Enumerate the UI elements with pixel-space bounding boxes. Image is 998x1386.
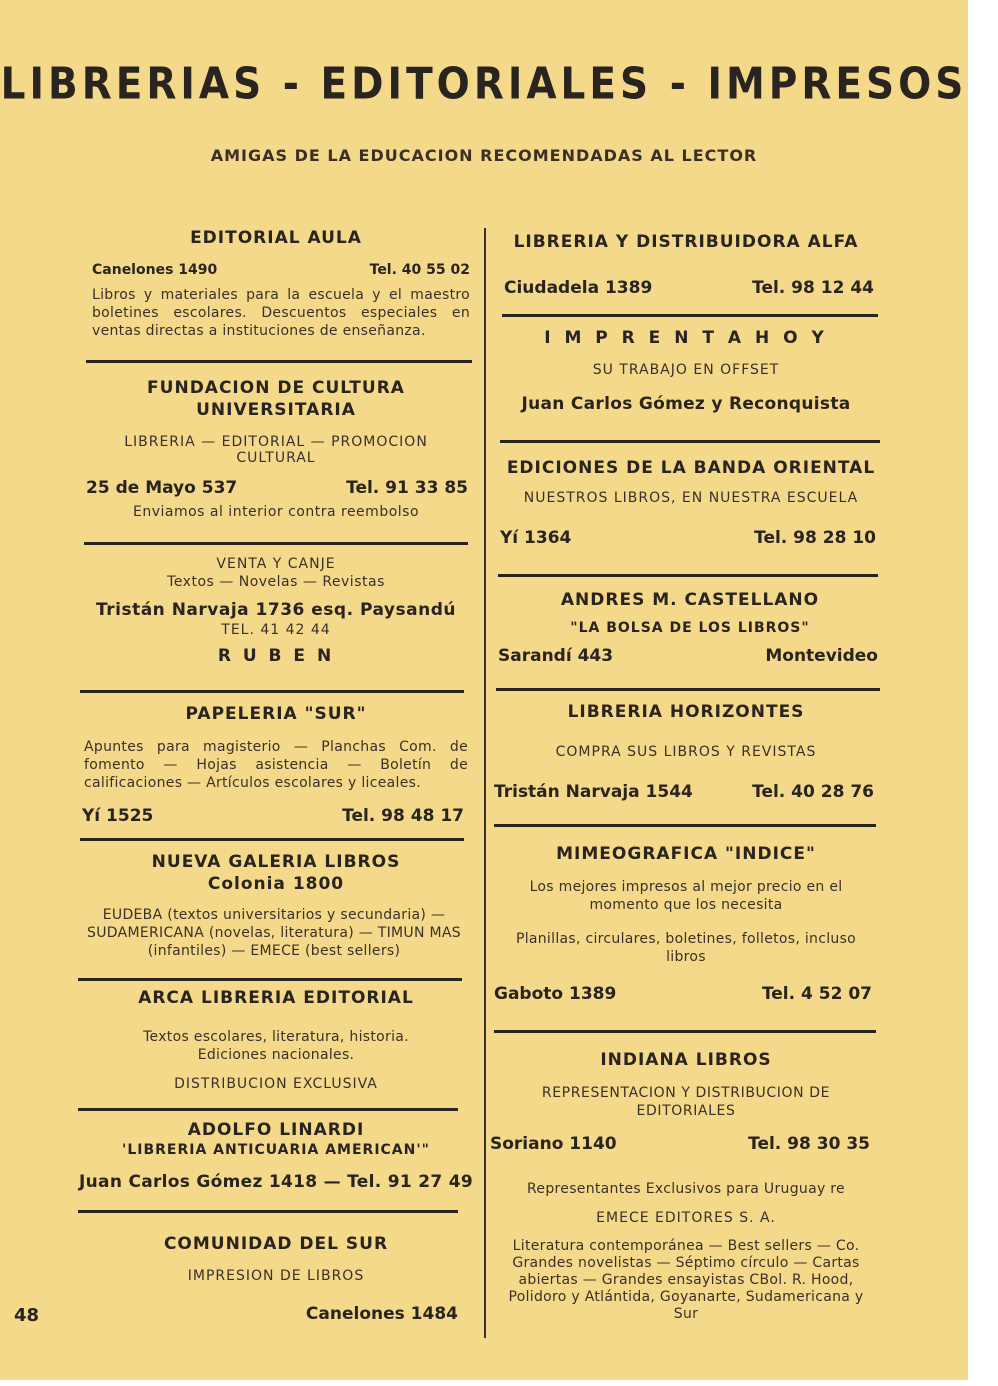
listing-subtitle: NUESTROS LIBROS, EN NUESTRA ESCUELA bbox=[523, 490, 859, 506]
listing-subtitle: LIBRERIA — EDITORIAL — PROMOCION bbox=[124, 434, 428, 450]
listing-name: LIBRERIA Y DISTRIBUIDORA ALFA bbox=[513, 232, 859, 252]
listing-address: Ciudadela 1389 bbox=[504, 278, 653, 298]
listing-comunidad-del-sur bbox=[78, 1234, 474, 1324]
listing-editorial-aula bbox=[78, 228, 474, 340]
listing-subtitle: VENTA Y CANJE bbox=[216, 556, 336, 572]
listing-description: Los mejores impresos al mejor precio en el momento que los necesita bbox=[529, 879, 843, 913]
separator bbox=[494, 824, 876, 827]
listing-subtitle: COMPRA SUS LIBROS Y REVISTAS bbox=[555, 744, 817, 760]
separator bbox=[80, 838, 464, 841]
separator bbox=[78, 978, 462, 981]
listing-address: Gaboto 1389 bbox=[494, 984, 617, 1004]
listing-description: EUDEBA (textos universitarios y secundaria) — SUDAMERICANA (novelas, literatura) — TIMUN MAS (infantiles) — EMECE (best sellers) bbox=[87, 907, 461, 959]
listing-name: ARCA LIBRERIA EDITORIAL bbox=[138, 988, 414, 1008]
listing-address: Juan Carlos Gómez 1418 — Tel. 91 27 49 bbox=[79, 1172, 473, 1192]
separator bbox=[496, 688, 880, 691]
listing-description: Libros y materiales para la escuela y el maestro boletines escolares. Descuentos especiales en ventas directas a instituciones de enseñanza. bbox=[92, 287, 470, 339]
listing-banda-oriental bbox=[490, 458, 882, 548]
column-divider bbox=[484, 228, 486, 1338]
listing-indiana bbox=[490, 1050, 882, 1323]
listing-subtitle: SU TRABAJO EN OFFSET bbox=[592, 362, 780, 378]
listing-description: Apuntes para magisterio — Planchas Com. de fomento — Hojas asistencia — Boletín de calificaciones — Artículos escolares y liceales. bbox=[84, 739, 468, 791]
listing-address: Colonia 1800 bbox=[207, 874, 345, 894]
listing-arca bbox=[78, 988, 474, 1092]
separator bbox=[78, 1108, 458, 1111]
page-number: 48 bbox=[14, 1305, 40, 1326]
listing-imprenta-hoy bbox=[490, 328, 882, 414]
listing-line: Textos escolares, literatura, historia. bbox=[143, 1029, 409, 1045]
listing-note: DISTRIBUCION EXCLUSIVA bbox=[174, 1076, 378, 1092]
listing-address: Soriano 1140 bbox=[490, 1134, 617, 1154]
listing-phone: Tel. 98 30 35 bbox=[748, 1134, 870, 1154]
page-subtitle: AMIGAS DE LA EDUCACION RECOMENDADAS AL LECTOR bbox=[210, 146, 758, 165]
listing-address: Juan Carlos Gómez y Reconquista bbox=[521, 394, 851, 414]
listing-note: Representantes Exclusivos para Uruguay re bbox=[527, 1181, 845, 1197]
listing-collections: Literatura contemporánea — Best sellers — Co. Grandes novelistas — Séptimo círculo — Cartas abiertas — Grandes ensayistas CBol. R. Hood, Polidoro y Atlántida, Goyanarte, Sudamericana y Sur bbox=[508, 1238, 864, 1322]
listing-linardi bbox=[78, 1120, 474, 1192]
listing-ruben bbox=[78, 556, 474, 666]
listing-name: R U B E N bbox=[217, 646, 335, 666]
listing-address: Sarandí 443 bbox=[498, 646, 614, 666]
listing-name: EDICIONES DE LA BANDA ORIENTAL bbox=[506, 458, 876, 478]
listing-name: PAPELERIA "SUR" bbox=[185, 704, 367, 724]
listing-city: Montevideo bbox=[765, 646, 878, 666]
listing-name: MIMEOGRAFICA "INDICE" bbox=[556, 844, 816, 864]
listing-address: Tristán Narvaja 1544 bbox=[494, 782, 693, 802]
listing-nueva-galeria bbox=[78, 852, 474, 960]
separator bbox=[80, 690, 464, 693]
listing-phone: Tel. 98 12 44 bbox=[752, 278, 874, 298]
listing-horizontes bbox=[490, 702, 882, 802]
listing-name-cont: UNIVERSITARIA bbox=[196, 400, 356, 420]
listing-fundacion bbox=[78, 378, 474, 520]
listing-name: LIBRERIA HORIZONTES bbox=[567, 702, 805, 722]
listing-note: Enviamos al interior contra reembolso bbox=[132, 504, 420, 520]
listing-name: I M P R E N T A H O Y bbox=[544, 328, 828, 348]
listing-address: Yí 1525 bbox=[82, 806, 154, 826]
listing-subtitle-cont: Textos — Novelas — Revistas bbox=[167, 574, 385, 590]
separator bbox=[86, 360, 472, 363]
listing-address: Canelones 1490 bbox=[92, 262, 218, 278]
listing-name: ANDRES M. CASTELLANO bbox=[560, 590, 820, 610]
listing-address: Canelones 1484 bbox=[305, 1304, 458, 1324]
listing-name: FUNDACION DE CULTURA bbox=[147, 378, 405, 398]
listing-address: 25 de Mayo 537 bbox=[86, 478, 238, 498]
page-title: LIBRERIAS - EDITORIALES - IMPRESOS bbox=[0, 59, 968, 110]
separator bbox=[84, 542, 468, 545]
listing-line: Ediciones nacionales. bbox=[197, 1047, 355, 1063]
listing-phone: Tel. 40 28 76 bbox=[752, 782, 874, 802]
listing-subtitle-cont: CULTURAL bbox=[236, 450, 316, 466]
listing-castellano bbox=[490, 590, 882, 666]
listing-papeleria-sur bbox=[78, 704, 474, 826]
listing-phone: Tel. 98 48 17 bbox=[342, 806, 464, 826]
listing-subtitle: IMPRESION DE LIBROS bbox=[187, 1268, 365, 1284]
listing-name: NUEVA GALERIA LIBROS bbox=[151, 852, 401, 872]
listing-phone: Tel. 98 28 10 bbox=[754, 528, 876, 548]
listing-emece: EMECE EDITORES S. A. bbox=[596, 1210, 776, 1226]
listing-phone: TEL. 41 42 44 bbox=[221, 622, 331, 638]
listing-name: INDIANA LIBROS bbox=[600, 1050, 772, 1070]
separator bbox=[498, 574, 878, 577]
listing-alfa bbox=[490, 232, 882, 298]
listing-address: Tristán Narvaja 1736 esq. Paysandú bbox=[96, 600, 456, 620]
listing-phone: Tel. 91 33 85 bbox=[346, 478, 468, 498]
listing-indice bbox=[490, 844, 882, 1004]
listing-phone: Tel. 40 55 02 bbox=[369, 262, 470, 278]
listing-description-2: Planillas, circulares, boletines, folletos, incluso libros bbox=[515, 931, 857, 965]
separator bbox=[500, 440, 880, 443]
separator bbox=[494, 1030, 876, 1033]
listing-name: COMUNIDAD DEL SUR bbox=[163, 1234, 389, 1254]
separator bbox=[78, 1210, 458, 1213]
listing-address: Yí 1364 bbox=[500, 528, 572, 548]
listing-subtitle: 'LIBRERIA ANTICUARIA AMERICAN'" bbox=[122, 1142, 430, 1158]
listing-name: EDITORIAL AULA bbox=[190, 228, 362, 248]
separator bbox=[502, 314, 878, 317]
listing-name: ADOLFO LINARDI bbox=[187, 1120, 365, 1140]
listing-phone: Tel. 4 52 07 bbox=[761, 984, 872, 1004]
listing-subtitle: REPRESENTACION Y DISTRIBUCION DE EDITORIALES bbox=[541, 1085, 831, 1119]
listing-subtitle: "LA BOLSA DE LOS LIBROS" bbox=[570, 620, 810, 636]
